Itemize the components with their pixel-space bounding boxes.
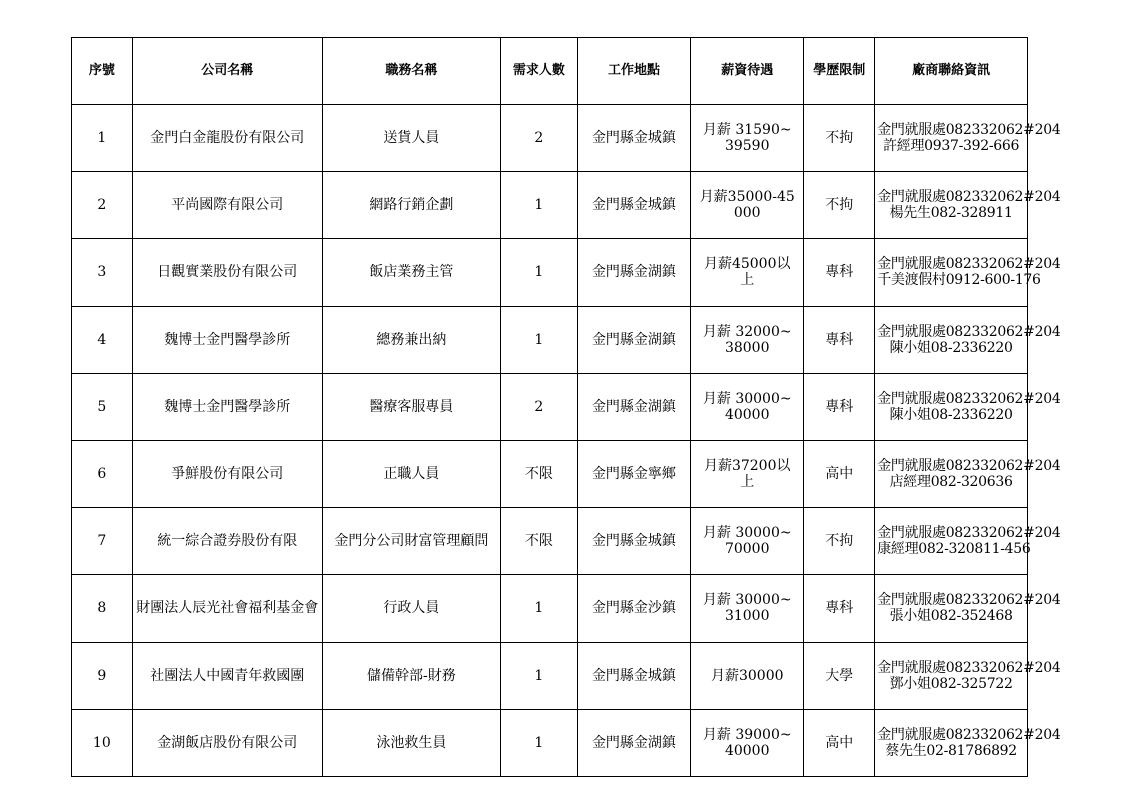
cell-education: 專科 xyxy=(804,306,875,373)
header-company: 公司名稱 xyxy=(132,38,322,105)
contact-line-1: 金門就服處082332062#204 xyxy=(877,458,1061,475)
cell-job: 總務兼出納 xyxy=(322,306,500,373)
cell-count: 1 xyxy=(500,306,577,373)
salary-text: 月薪 39000~40000 xyxy=(702,726,792,759)
cell-company: 日觀實業股份有限公司 xyxy=(132,239,322,306)
job-listing-table xyxy=(71,37,1061,777)
contact-line-1: 金門就服處082332062#204 xyxy=(877,122,1061,139)
table-row xyxy=(72,306,1028,373)
cell-num: 6 xyxy=(72,440,133,507)
salary-text: 月薪 32000~38000 xyxy=(702,323,792,356)
cell-job: 送貨人員 xyxy=(322,105,500,172)
contact-line-1: 金門就服處082332062#204 xyxy=(877,189,1061,206)
salary-text: 月薪 30000~31000 xyxy=(702,592,792,625)
cell-education: 大學 xyxy=(804,642,875,709)
table-row xyxy=(72,239,1028,306)
contact-line-1: 金門就服處082332062#204 xyxy=(877,659,1061,676)
cell-contact xyxy=(875,239,1061,306)
contact-line-1: 金門就服處082332062#204 xyxy=(877,256,1061,273)
contact-line-2: 許經理0937-392-666 xyxy=(883,138,1020,155)
cell-contact xyxy=(875,709,1061,776)
salary-text: 月薪 31590~39590 xyxy=(702,122,792,155)
cell-salary xyxy=(691,508,804,575)
cell-job: 儲備幹部-財務 xyxy=(322,642,500,709)
cell-contact xyxy=(875,575,1061,642)
cell-num: 9 xyxy=(72,642,133,709)
cell-education: 不拘 xyxy=(804,172,875,239)
cell-company: 爭鮮股份有限公司 xyxy=(132,440,322,507)
cell-contact xyxy=(875,306,1061,373)
cell-salary xyxy=(691,642,804,709)
cell-company: 魏博士金門醫學診所 xyxy=(132,306,322,373)
cell-salary xyxy=(691,105,804,172)
cell-salary xyxy=(691,239,804,306)
cell-count: 1 xyxy=(500,172,577,239)
cell-location: 金門縣金城鎮 xyxy=(577,642,690,709)
cell-salary xyxy=(691,440,804,507)
table-row xyxy=(72,709,1028,776)
cell-location: 金門縣金城鎮 xyxy=(577,172,690,239)
header-count: 需求人數 xyxy=(500,38,577,105)
header-salary: 薪資待遇 xyxy=(691,38,804,105)
contact-line-2: 蔡先生02-81786892 xyxy=(885,742,1017,759)
cell-salary xyxy=(691,709,804,776)
salary-text: 月薪37200以上 xyxy=(703,458,791,491)
cell-count: 不限 xyxy=(500,508,577,575)
cell-location: 金門縣金湖鎮 xyxy=(577,373,690,440)
cell-education: 高中 xyxy=(804,440,875,507)
cell-count: 不限 xyxy=(500,440,577,507)
cell-company: 金門白金龍股份有限公司 xyxy=(132,105,322,172)
cell-num: 3 xyxy=(72,239,133,306)
cell-education: 專科 xyxy=(804,373,875,440)
cell-location: 金門縣金寧鄉 xyxy=(577,440,690,507)
cell-location: 金門縣金城鎮 xyxy=(577,508,690,575)
salary-text: 月薪 30000~70000 xyxy=(702,525,792,558)
cell-contact xyxy=(875,440,1061,507)
cell-location: 金門縣金湖鎮 xyxy=(577,239,690,306)
cell-company: 平尚國際有限公司 xyxy=(132,172,322,239)
table-row xyxy=(72,373,1028,440)
salary-text: 月薪35000-45000 xyxy=(699,189,795,222)
contact-line-2: 陳小姐08-2336220 xyxy=(889,406,1013,423)
cell-company: 社團法人中國青年救國團 xyxy=(132,642,322,709)
cell-location: 金門縣金沙鎮 xyxy=(577,575,690,642)
cell-contact xyxy=(875,373,1061,440)
cell-company: 財團法人辰光社會福利基金會 xyxy=(132,575,322,642)
cell-num: 1 xyxy=(72,105,133,172)
table-row xyxy=(72,508,1028,575)
cell-contact xyxy=(875,508,1061,575)
contact-line-1: 金門就服處082332062#204 xyxy=(877,390,1061,407)
header-num: 序號 xyxy=(72,38,133,105)
cell-count: 1 xyxy=(500,575,577,642)
cell-num: 10 xyxy=(72,709,133,776)
cell-education: 不拘 xyxy=(804,508,875,575)
cell-job: 行政人員 xyxy=(322,575,500,642)
contact-line-2: 陳小姐08-2336220 xyxy=(889,339,1013,356)
table-row xyxy=(72,575,1028,642)
contact-line-1: 金門就服處082332062#204 xyxy=(877,592,1061,609)
cell-job: 金門分公司財富管理顧問 xyxy=(322,508,500,575)
table-row xyxy=(72,105,1028,172)
cell-company: 魏博士金門醫學診所 xyxy=(132,373,322,440)
contact-line-2: 店經理082-320636 xyxy=(889,474,1013,491)
contact-line-1: 金門就服處082332062#204 xyxy=(877,323,1061,340)
cell-company: 金湖飯店股份有限公司 xyxy=(132,709,322,776)
cell-job: 泳池救生員 xyxy=(322,709,500,776)
cell-num: 5 xyxy=(72,373,133,440)
cell-job: 正職人員 xyxy=(322,440,500,507)
cell-num: 8 xyxy=(72,575,133,642)
table-row xyxy=(72,172,1028,239)
cell-num: 4 xyxy=(72,306,133,373)
cell-job: 飯店業務主管 xyxy=(322,239,500,306)
contact-line-2: 楊先生082-328911 xyxy=(889,205,1013,222)
cell-count: 2 xyxy=(500,105,577,172)
cell-count: 2 xyxy=(500,373,577,440)
cell-num: 2 xyxy=(72,172,133,239)
table-header-row xyxy=(72,38,1028,105)
cell-education: 不拘 xyxy=(804,105,875,172)
cell-salary xyxy=(691,575,804,642)
cell-count: 1 xyxy=(500,642,577,709)
salary-text: 月薪30000 xyxy=(710,667,784,684)
salary-text: 月薪45000以上 xyxy=(703,256,791,289)
cell-education: 專科 xyxy=(804,239,875,306)
cell-salary xyxy=(691,373,804,440)
cell-education: 專科 xyxy=(804,575,875,642)
salary-text: 月薪 30000~40000 xyxy=(702,390,792,423)
cell-location: 金門縣金湖鎮 xyxy=(577,306,690,373)
header-education: 學歷限制 xyxy=(804,38,875,105)
cell-job: 網路行銷企劃 xyxy=(322,172,500,239)
cell-location: 金門縣金城鎮 xyxy=(577,105,690,172)
cell-location: 金門縣金湖鎮 xyxy=(577,709,690,776)
cell-salary xyxy=(691,172,804,239)
cell-education: 高中 xyxy=(804,709,875,776)
cell-company: 統一綜合證券股份有限 xyxy=(132,508,322,575)
cell-contact xyxy=(875,105,1061,172)
cell-job: 醫療客服專員 xyxy=(322,373,500,440)
cell-num: 7 xyxy=(72,508,133,575)
contact-line-2: 張小姐082-352468 xyxy=(889,608,1013,625)
header-location: 工作地點 xyxy=(577,38,690,105)
header-contact: 廠商聯絡資訊 xyxy=(875,38,1028,105)
contact-line-1: 金門就服處082332062#204 xyxy=(877,726,1061,743)
header-job: 職務名稱 xyxy=(322,38,500,105)
contact-line-2: 康經理082-320811-456 xyxy=(877,541,1031,558)
contact-line-2: 鄧小姐082-325722 xyxy=(889,675,1013,692)
table-row xyxy=(72,440,1028,507)
cell-count: 1 xyxy=(500,709,577,776)
cell-contact xyxy=(875,642,1061,709)
cell-contact xyxy=(875,172,1061,239)
contact-line-2: 千美渡假村0912-600-176 xyxy=(877,272,1041,289)
contact-line-1: 金門就服處082332062#204 xyxy=(877,525,1061,542)
table-row xyxy=(72,642,1028,709)
cell-salary xyxy=(691,306,804,373)
cell-count: 1 xyxy=(500,239,577,306)
